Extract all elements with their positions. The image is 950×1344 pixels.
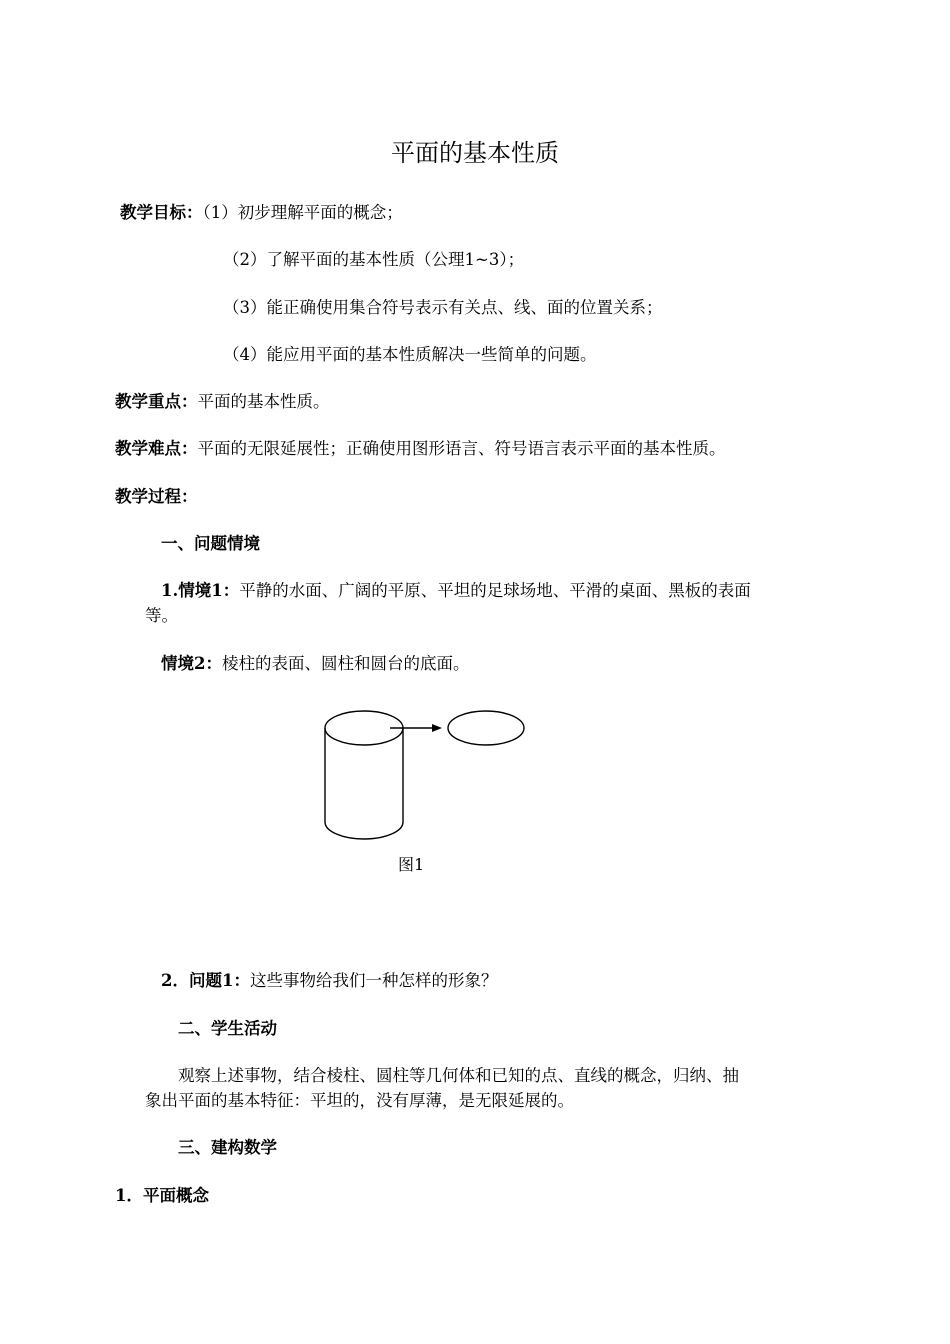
scene1-text: 平静的水面、广阔的平原、平坦的足球场地、平滑的桌面、黑板的表面 (239, 581, 751, 600)
cylinder-bottom-arc (325, 822, 403, 839)
objective-item-2: （2）了解平面的基本性质（公理1~3）； (223, 250, 525, 269)
plane-ellipse (448, 711, 524, 745)
scene2-label: 情境2： (161, 654, 222, 673)
cylinder-figure (318, 706, 533, 841)
difficulty-label: 教学难点： (115, 439, 198, 458)
arrow-head (432, 724, 442, 732)
objective-item-1: （1）初步理解平面的概念； (202, 203, 403, 222)
section3-sub1: 1．平面概念 (115, 1186, 209, 1205)
objective-item-4: （4）能应用平面的基本性质解决一些简单的问题。 (223, 345, 597, 364)
key-point-label: 教学重点： (115, 392, 198, 411)
section2-line1: 观察上述事物，结合棱柱、圆柱等几何体和已知的点、直线的概念，归纳、抽 (178, 1066, 739, 1085)
objectives-label: 教学目标： (120, 203, 203, 222)
scene2-row (161, 650, 469, 674)
objectives-row (120, 199, 403, 223)
page-title: 平面的基本性质 (391, 139, 559, 167)
key-point-row (115, 388, 330, 412)
figure-caption: 图1 (398, 855, 425, 874)
section2-line2: 象出平面的基本特征：平坦的，没有厚薄，是无限延展的。 (145, 1091, 574, 1110)
difficulty-row (115, 435, 726, 459)
question-row (161, 967, 497, 991)
section2-heading: 二、学生活动 (178, 1019, 277, 1038)
scene2-text: 棱柱的表面、圆柱和圆台的底面。 (221, 654, 470, 673)
question-label: 2．问题1： (161, 971, 250, 990)
question-text: 这些事物给我们一种怎样的形象？ (249, 971, 498, 990)
section3-heading: 三、建构数学 (178, 1138, 277, 1157)
section1-heading: 一、问题情境 (161, 534, 260, 553)
key-point-text: 平面的基本性质。 (197, 392, 330, 411)
scene1-label: 1.情境1： (161, 581, 240, 600)
process-label: 教学过程： (115, 487, 198, 506)
scene1-row (161, 577, 751, 601)
objective-item-3: （3）能正确使用集合符号表示有关点、线、面的位置关系； (223, 298, 663, 317)
scene1-continuation: 等。 (145, 606, 178, 625)
difficulty-text: 平面的无限延展性；正确使用图形语言、符号语言表示平面的基本性质。 (197, 439, 726, 458)
